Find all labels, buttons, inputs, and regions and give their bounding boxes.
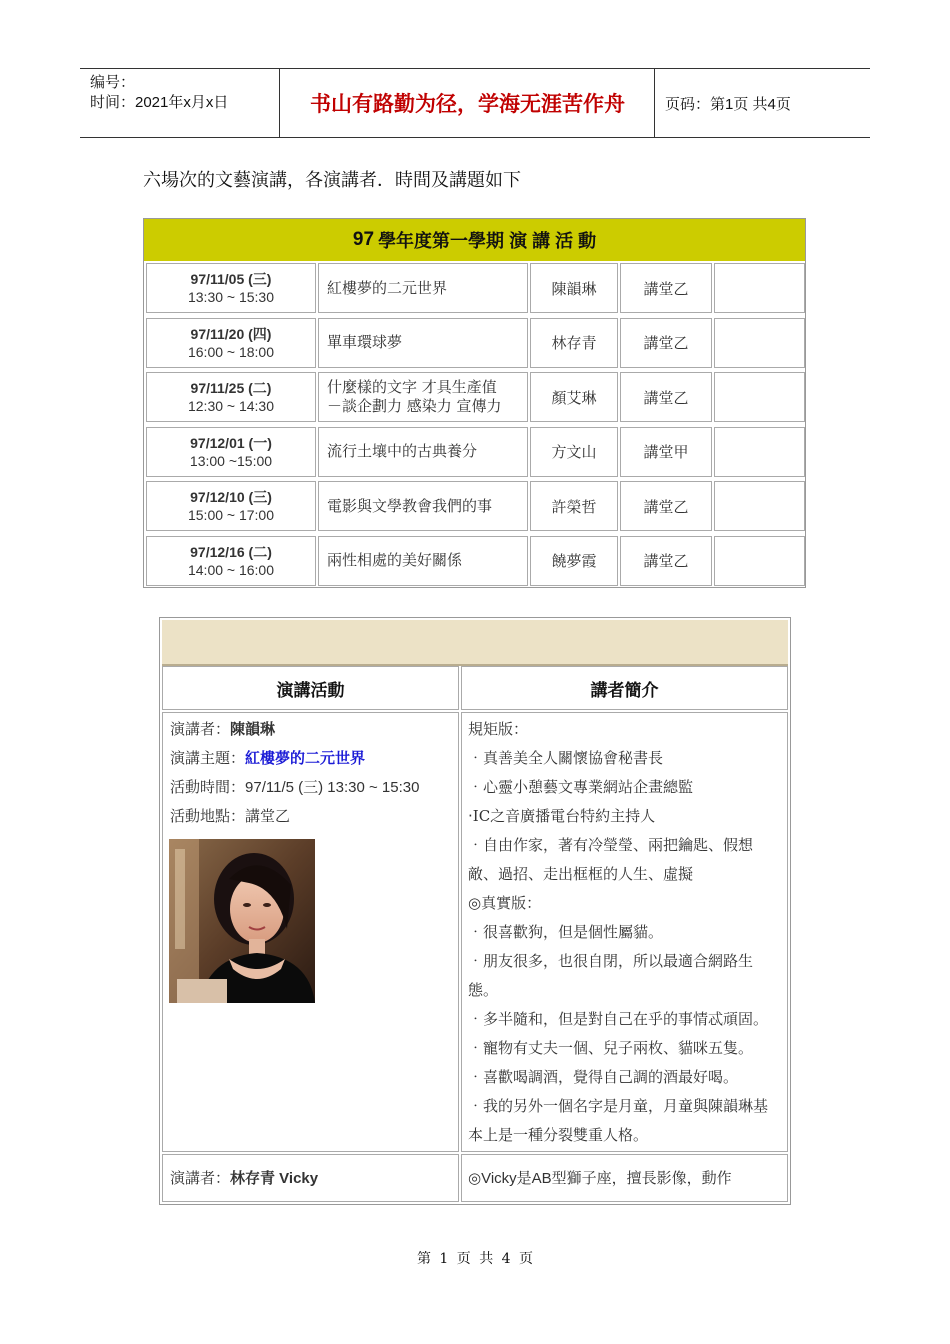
bio-line: ‧喜歡喝調酒，覺得自己調的酒最好喝。: [468, 1068, 739, 1086]
place-label: 活動地點：: [170, 807, 246, 825]
activity-place: 講堂乙: [245, 807, 291, 825]
schedule-title: [144, 219, 805, 261]
schedule-speaker: 顏艾琳: [530, 372, 618, 422]
schedule-venue: 講堂甲: [620, 427, 712, 477]
schedule-date-cell: [146, 536, 316, 586]
schedule-time: 15:00 ~ 17:00: [187, 507, 275, 523]
page-footer: [0, 1248, 950, 1268]
bio-cell: [461, 712, 788, 1152]
schedule-title-year: 97: [352, 229, 375, 250]
schedule-speaker: 饒夢霞: [530, 536, 618, 586]
header-page-label: 页码：第1页 共4页: [665, 95, 791, 113]
speaker-line: [170, 715, 419, 744]
schedule-row: [144, 316, 805, 370]
schedule-date-cell: [146, 372, 316, 422]
schedule-topic-cell: [318, 263, 528, 313]
schedule-venue: 講堂乙: [620, 372, 712, 422]
schedule-title-text: 學年度第一學期 演 講 活 動: [378, 231, 597, 251]
speaker-table-band: [162, 620, 788, 666]
header-motto: 书山有路勤为径，学海无涯苦作舟: [281, 69, 655, 137]
column-header-bio: 講者簡介: [461, 666, 788, 710]
place-line: [170, 802, 419, 831]
header-meta: [80, 69, 280, 137]
schedule-row: [144, 425, 805, 479]
schedule-date-cell: [146, 263, 316, 313]
schedule-empty-cell: [714, 427, 805, 477]
schedule-topic-cell: [318, 372, 528, 422]
schedule-topic: －談企劃力 感染力 宣傳力: [327, 397, 502, 415]
schedule-empty-cell: [714, 536, 805, 586]
bio-line: ‧IC之音廣播電台特約主持人: [468, 807, 656, 825]
bio-line: ‧我的另外一個名字是月童，月童與陳韻琳基: [468, 1097, 769, 1115]
schedule-venue: 講堂乙: [620, 536, 712, 586]
footer-page-number: 1: [439, 1251, 449, 1267]
schedule-date: 97/11/05 (三): [190, 271, 272, 287]
schedule-date: 97/11/20 (四): [190, 325, 272, 342]
speaker-table: [159, 617, 791, 1205]
schedule-venue: 講堂乙: [620, 481, 712, 531]
schedule-date-cell: [146, 481, 316, 531]
footer-text: 第: [416, 1251, 431, 1267]
speaker-name: 陳韻琳: [230, 721, 276, 738]
speaker-label-2: 演講者：: [170, 1169, 231, 1187]
footer-text: 页: [456, 1251, 471, 1267]
speaker-photo: [169, 839, 315, 1003]
schedule-date: 97/12/01 (一): [190, 434, 272, 451]
schedule-topic-cell: [318, 427, 528, 477]
bio-line: ◎真實版：: [468, 894, 542, 912]
schedule-date-cell: [146, 318, 316, 368]
bio-line: ‧寵物有丈夫一個、兒子兩枚、貓咪五隻。: [468, 1039, 754, 1057]
speaker-line-2: [170, 1164, 318, 1193]
bio-line: 本上是一種分裂雙重人格。: [468, 1126, 649, 1144]
schedule-speaker: 許榮哲: [530, 481, 618, 531]
schedule-table: [143, 218, 806, 588]
bio-line: ‧真善美全人關懷協會秘書長: [468, 749, 664, 767]
schedule-topic-cell: [318, 318, 528, 368]
footer-total-pages: 4: [501, 1251, 511, 1267]
schedule-speaker: 方文山: [530, 427, 618, 477]
schedule-topic: 單車環球夢: [327, 333, 403, 351]
time-label: 时间：2021年x月x日: [90, 94, 229, 111]
bio-line: ‧心靈小憩藝文專業網站企畫總監: [468, 778, 694, 796]
bio-line: 態。: [468, 981, 499, 999]
footer-text: 共: [479, 1251, 494, 1267]
schedule-speaker: 林存青: [530, 318, 618, 368]
bio-first-line-2: ◎Vicky是AB型獅子座，擅長影像，動作: [468, 1170, 732, 1187]
schedule-row: [144, 370, 805, 424]
schedule-row: [144, 261, 805, 315]
schedule-topic: 流行土壤中的古典養分: [327, 442, 478, 460]
time-label: 活動時間：: [170, 778, 246, 796]
topic-link[interactable]: 紅樓夢的二元世界: [245, 749, 366, 767]
speaker-name-2: 林存青 Vicky: [230, 1170, 319, 1187]
schedule-row: [144, 479, 805, 533]
schedule-time: 12:30 ~ 14:30: [187, 398, 275, 414]
schedule-venue: 講堂乙: [620, 263, 712, 313]
page-header: [80, 68, 870, 138]
schedule-empty-cell: [714, 481, 805, 531]
activity-cell-2: [162, 1154, 459, 1202]
schedule-date-cell: [146, 427, 316, 477]
number-label: 编号：: [90, 74, 136, 91]
schedule-empty-cell: [714, 318, 805, 368]
schedule-date: 97/12/16 (二): [190, 543, 272, 560]
schedule-topic-cell: [318, 536, 528, 586]
schedule-row: [144, 534, 805, 588]
topic-label: 演講主題：: [170, 749, 246, 767]
bio-cell-2: [461, 1154, 788, 1202]
schedule-speaker: 陳韻琳: [530, 263, 618, 313]
footer-text: 页: [519, 1251, 534, 1267]
activity-time: 97/11/5 (三) 13:30 ~ 15:30: [245, 779, 420, 796]
schedule-topic: 電影與文學教會我們的事: [327, 496, 493, 515]
bio-line: ‧朋友很多，也很自閉，所以最適合網路生: [468, 952, 754, 970]
schedule-time: 13:30 ~ 15:30: [187, 289, 275, 305]
schedule-time: 14:00 ~ 16:00: [187, 561, 275, 578]
schedule-topic-cell: [318, 481, 528, 531]
schedule-time: 16:00 ~ 18:00: [187, 343, 275, 360]
bio-line: ‧多半隨和，但是對自己在乎的事情忒頑固。: [468, 1010, 769, 1028]
speaker-label: 演講者：: [170, 720, 231, 738]
intro-text: 六場次的文藝演講，各演講者．時間及講題如下: [143, 170, 521, 191]
schedule-time: 13:00 ~15:00: [189, 452, 273, 469]
bio-line: ‧自由作家，著有冷瑩瑩、兩把鑰匙、假想: [468, 836, 754, 854]
schedule-date: 97/12/10 (三): [190, 489, 272, 505]
schedule-empty-cell: [714, 263, 805, 313]
topic-line: [170, 744, 419, 773]
schedule-topic: 紅樓夢的二元世界: [327, 278, 448, 297]
schedule-topic: 兩性相處的美好關係: [327, 551, 463, 569]
schedule-empty-cell: [714, 372, 805, 422]
bio-line: 規矩版：: [468, 720, 529, 738]
schedule-date: 97/11/25 (二): [190, 380, 272, 396]
schedule-topic: 什麼樣的文字 才具生產值: [327, 378, 497, 396]
column-header-activity: 演講活動: [162, 666, 459, 710]
activity-cell: [162, 712, 459, 1152]
schedule-venue: 講堂乙: [620, 318, 712, 368]
bio-line: 敵、過招、走出框框的人生、虛擬: [468, 865, 694, 883]
time-line: [170, 773, 419, 802]
bio-line: ‧很喜歡狗，但是個性屬貓。: [468, 923, 664, 941]
